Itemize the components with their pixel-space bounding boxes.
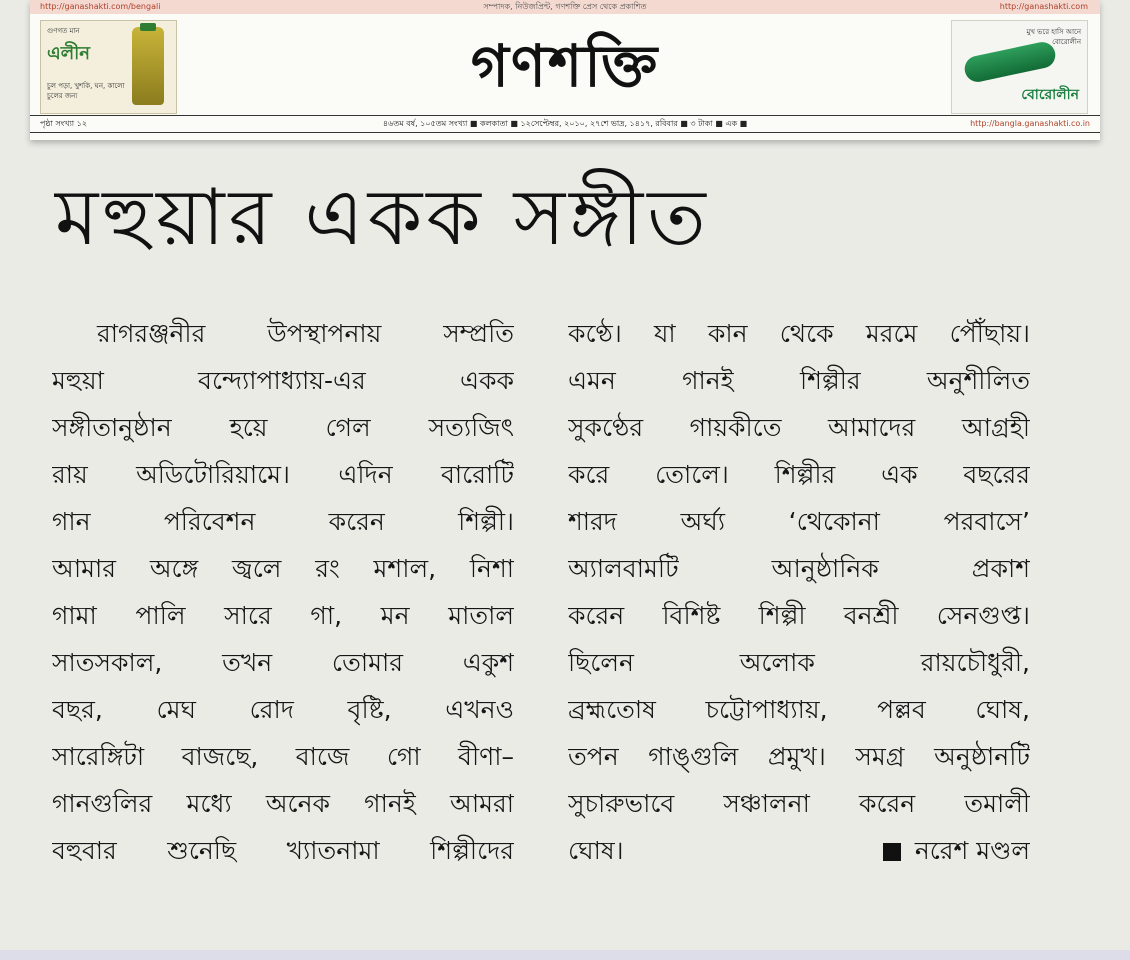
text-line: রায় অডিটোরিয়ামে। এদিন বারোটি <box>52 460 514 489</box>
page-bottom-edge <box>0 950 1130 960</box>
byline <box>883 827 1030 874</box>
text-line: কণ্ঠে। যা কান থেকে মরমে পৌঁছায়। <box>568 319 1030 348</box>
text-line: শারদ অর্ঘ্য ‘থেকোনা পরবাসে’ <box>568 507 1030 536</box>
text-line: সারেঙ্গিটা বাজছে, বাজে গো বীণা– <box>52 742 514 771</box>
article-headline: মহুয়ার একক সঙ্গীত <box>55 173 710 263</box>
masthead-url-bottom: http://bangla.ganashakti.co.in <box>970 119 1090 128</box>
masthead-url-left: http://ganashakti.com/bengali <box>40 2 161 11</box>
ad-left-text: চুল পড়া, খুশকি, ঘন, কালো চুলের জন্য <box>47 82 125 100</box>
text-line: ব্রহ্মতোষ চট্টোপাধ্যায়, পল্লব ঘোষ, <box>568 695 1030 724</box>
dateline <box>30 115 1100 133</box>
text-line: গামা পালি সারে গা, মন মাতাল <box>52 601 514 630</box>
text-line: গান পরিবেশন করেন শিল্পী। <box>52 507 514 536</box>
text-line: এমন গানই শিল্পীর অনুশীলিত <box>568 366 1030 395</box>
issue-date: ৪৬তম বর্ষ, ১০৫তম সংখ্যা ■ কলকাতা ■ ১২সেপ্টেম্বর, ২০১০, ২৭শে ভাদ্র, ১৪১৭, রবিবার ■ ৩ টাকা ■ এক ■ <box>382 119 748 128</box>
text-line: তপন গাঙ্গুলি প্রমুখ। সমগ্র অনুষ্ঠানটি <box>568 742 1030 771</box>
top-strip <box>30 0 1100 14</box>
text-line: গানগুলির মধ্যে অনেক গানই আমরা <box>52 789 514 818</box>
ad-right-brand: বোরোলীন <box>1021 87 1079 103</box>
text-line: সুকণ্ঠের গায়কীতে আমাদের আগ্রহী <box>568 413 1030 442</box>
advertisement-right <box>951 20 1088 114</box>
masthead-tagline: সম্পাদক, নিউজপ্রিন্ট, গণশক্তি প্রেস থেকে প্রকাশিত <box>483 2 647 11</box>
ad-right-text: মুখ ভরে হাসি আনে বোরোলীন <box>1026 28 1081 46</box>
article-column-right <box>568 310 1030 874</box>
text-line: বছর, মেঘ রোদ বৃষ্টি, এখনও <box>52 695 514 724</box>
ad-left-brand: এলীন <box>47 43 90 64</box>
masthead <box>30 0 1100 140</box>
masthead-url-right: http://ganashakti.com <box>999 2 1088 11</box>
text-line: করে তোলে। শিল্পীর এক বছরের <box>568 460 1030 489</box>
page-number: পৃষ্ঠা সংখ্যা ১২ <box>40 119 88 128</box>
text-line: ঘোষ। <box>568 836 624 865</box>
text-line: ছিলেন অলোক রায়চৌধুরী, <box>568 648 1030 677</box>
text-line: সঙ্গীতানুষ্ঠান হয়ে গেল সত্যজিৎ <box>52 413 514 442</box>
article-column-left <box>52 310 514 874</box>
newspaper-title: গণশক্তি <box>470 32 660 100</box>
text-line: করেন বিশিষ্ট শিল্পী বনশ্রী সেনগুপ্ত। <box>568 601 1030 630</box>
text-line: অ্যালবামটি আনুষ্ঠানিক প্রকাশ <box>568 554 1030 583</box>
text-line: আমার অঙ্গে জ্বলে রং মশাল, নিশা <box>52 554 514 583</box>
byline-author: নরেশ মণ্ডল <box>914 836 1030 865</box>
text-line: মহুয়া বন্দ্যোপাধ্যায়-এর একক <box>52 366 514 395</box>
ad-left-top-text: গুণগত মান <box>47 27 80 35</box>
text-line: সাতসকাল, তখন তোমার একুশ <box>52 648 514 677</box>
text-line: রাগরঞ্জনীর উপস্থাপনায় সম্প্রতি <box>97 319 514 348</box>
article <box>0 150 1130 950</box>
text-line: সুচারুভাবে সঞ্চালনা করেন তমালী <box>568 789 1030 818</box>
square-bullet-icon <box>883 843 901 861</box>
text-line: বহুবার শুনেছি খ্যাতনামা শিল্পীদের <box>52 836 514 865</box>
final-line <box>568 827 1030 874</box>
